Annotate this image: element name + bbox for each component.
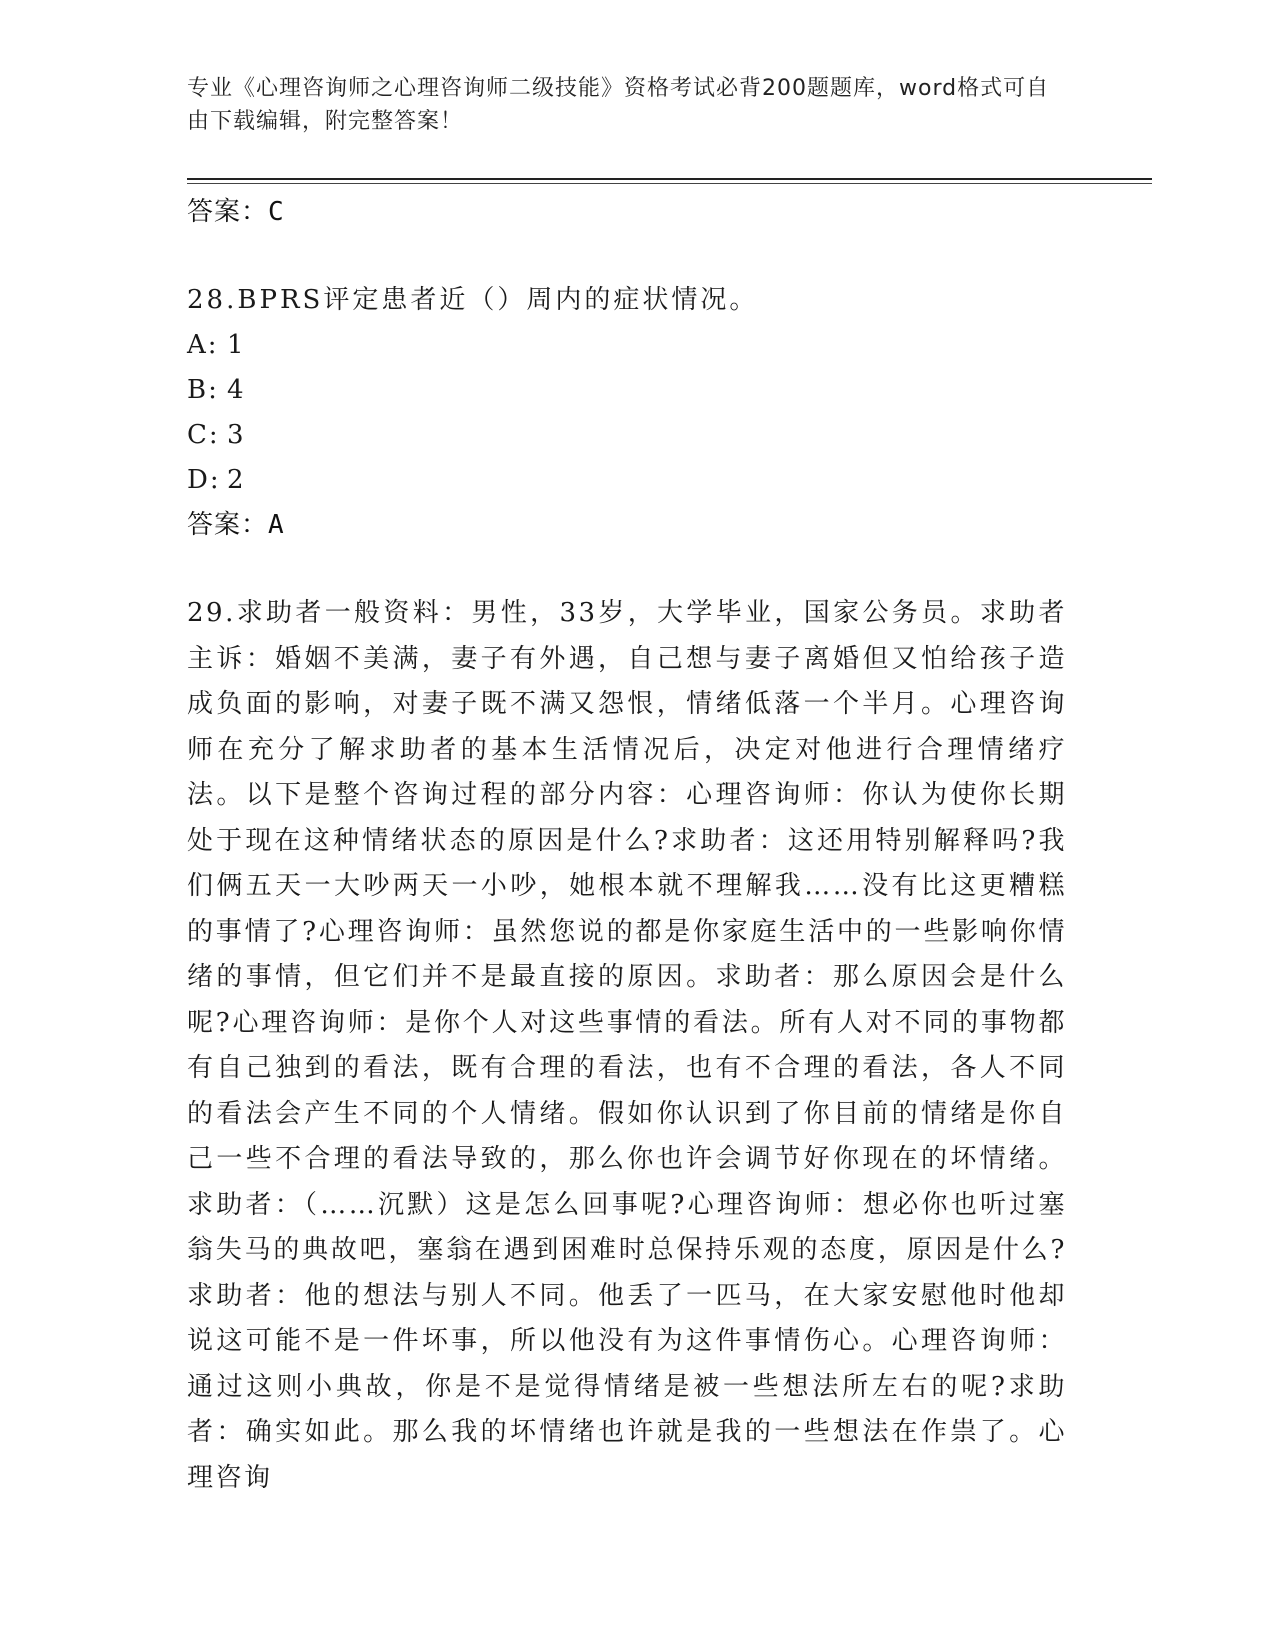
question-29-stem: 29.求助者一般资料：男性，33岁，大学毕业，国家公务员。求助者主诉：婚姻不美满，妻子有外遇，自己想与妻子离婚但又怕给孩子造成负面的影响，对妻子既不满又怨恨，情绪低落一个半月。心理咨询师在充分了解求助者的基本生活情况后，决定对他进行合理情绪疗法。以下是整个咨询过程的部分内容：心理咨询师：你认为使你长期处于现在这种情绪状态的原因是什么?求助者：这还用特别解释吗?我们俩五天一大吵两天一小吵，她根本就不理解我……没有比这更糟糕的事情了?心理咨询师：虽然您说的都是你家庭生活中的一些影响你情绪的事情，但它们并不是最直接的原因。求助者：那么原因会是什么呢?心理咨询师：是你个人对这些事情的看法。所有人对不同的事物都有自己独到的看法，既有合理的看法，也有不合理的看法，各人不同的看法会产生不同的个人情绪。假如你认识到了你目前的情绪是你自己一些不合理的看法导致的，那么你也许会调节好你现在的坏情绪。求助者：（……沉默）这是怎么回事呢?心理咨询师：想必你也听过塞翁失马的典故吧，塞翁在遇到困难时总保持乐观的态度，原因是什么?求助者：他的想法与别人不同。他丢了一匹马，在大家安慰他时他却说这可能不是一件坏事，所以他没有为这件事情伤心。心理咨询师：通过这则小典故，你是不是觉得情绪是被一些想法所左右的呢?求助者：确实如此。那么我的坏情绪也许就是我的一些想法在作祟了。心理咨询 (187, 598, 1067, 1493)
option-text: 1 (227, 330, 246, 360)
answer-value: C (268, 197, 285, 227)
header-rule-thin (187, 183, 1152, 184)
option-text: 2 (227, 465, 246, 495)
option-c (187, 413, 1087, 458)
option-key: D: (187, 465, 221, 495)
spacer (187, 547, 1087, 591)
answer-label: 答案： (187, 510, 269, 540)
option-b (187, 368, 1087, 413)
option-d (187, 458, 1087, 503)
question-28-options (187, 323, 1087, 503)
option-key: C: (187, 420, 220, 450)
question-28-stem: 28.BPRS评定患者近（）周内的症状情况。 (187, 285, 759, 315)
answer-value: A (268, 510, 285, 540)
answer-label: 答案： (187, 197, 269, 227)
option-key: B: (187, 375, 219, 405)
option-text: 4 (227, 375, 246, 405)
question-28-answer (187, 503, 1087, 547)
previous-answer (187, 190, 1087, 234)
spacer (187, 234, 1087, 278)
option-a (187, 323, 1087, 368)
document-header: 专业《心理咨询师之心理咨询师二级技能》资格考试必背200题题库，word格式可自由下载编辑，附完整答案！ (187, 76, 1050, 134)
option-key: A: (187, 330, 219, 360)
document-body (187, 190, 1087, 1501)
option-text: 3 (227, 420, 246, 450)
header-rule-thick (187, 178, 1152, 180)
